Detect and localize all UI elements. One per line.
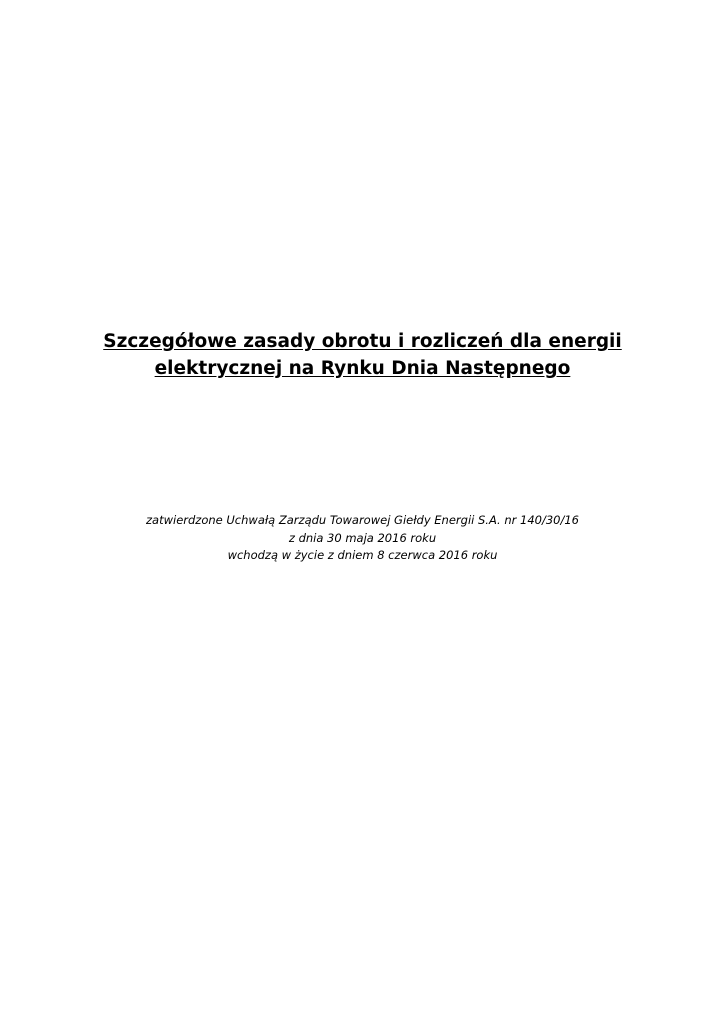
approval-note [40,512,685,565]
approval-resolution-line: zatwierdzone Uchwałą Zarządu Towarowej Giełdy Energii S.A. nr 140/30/16 [146,513,579,527]
document-title-line-1: Szczegółowe zasady obrotu i rozliczeń dla energii [103,331,622,352]
document-title [40,328,685,382]
effective-date-line: wchodzą w życie z dniem 8 czerwca 2016 roku [227,548,498,562]
approval-date-line: z dnia 30 maja 2016 roku [288,530,437,545]
document-title-line-2: elektrycznej na Rynku Dnia Następnego [154,358,571,379]
